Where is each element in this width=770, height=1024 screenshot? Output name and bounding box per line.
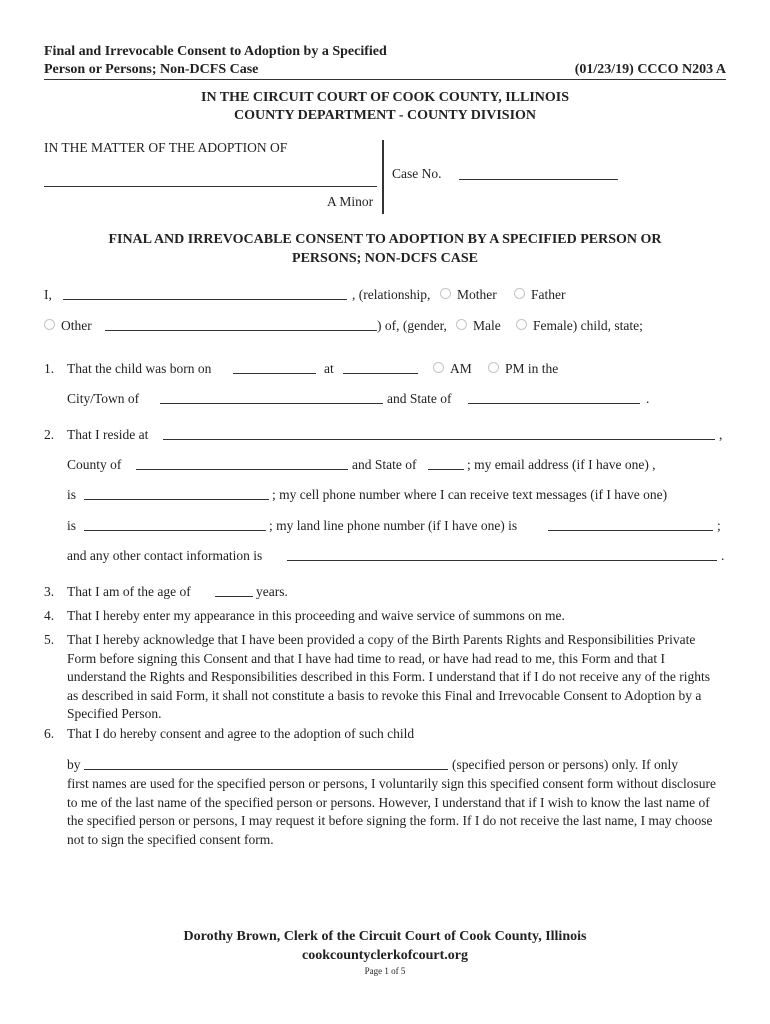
clerk-website[interactable]: cookcountyclerkofcourt.org bbox=[301, 948, 469, 963]
female-radio[interactable] bbox=[516, 319, 527, 330]
gender-label: ) of, (gender, bbox=[377, 318, 447, 333]
specified-persons-label: (specified person or persons) only. If only bbox=[452, 757, 678, 772]
clerk-name: Dorothy Brown, Clerk of the Circuit Court of Cook County, Illinois bbox=[183, 929, 587, 944]
case-no-field[interactable] bbox=[459, 179, 618, 180]
other-label: Other bbox=[61, 318, 92, 333]
male-option[interactable] bbox=[456, 318, 501, 334]
county-label: County of bbox=[67, 457, 122, 472]
minor-name-field[interactable] bbox=[44, 186, 377, 187]
header-rule bbox=[44, 79, 726, 80]
address-comma: , bbox=[719, 427, 723, 442]
form-title-line2: PERSONS; NON-DCFS CASE bbox=[292, 251, 478, 266]
birth-city-field[interactable] bbox=[160, 403, 383, 404]
cell-phone-label: ; my cell phone number where I can receive text messages (if I have one) bbox=[272, 487, 668, 502]
mother-option[interactable] bbox=[440, 287, 497, 303]
female-option[interactable] bbox=[516, 318, 643, 334]
is-label-2: is bbox=[67, 518, 77, 533]
court-name: IN THE CIRCUIT COURT OF COOK COUNTY, ILLINOIS bbox=[201, 90, 569, 105]
mother-label: Mother bbox=[457, 287, 497, 302]
other-radio[interactable] bbox=[44, 319, 55, 330]
city-town-label: City/Town of bbox=[67, 391, 140, 406]
father-option[interactable] bbox=[514, 287, 566, 303]
item-4-number: 4. bbox=[44, 608, 55, 623]
cell-phone-field[interactable] bbox=[84, 530, 266, 531]
reside-at-label: That I reside at bbox=[67, 427, 149, 442]
relationship-label: , (relationship, bbox=[352, 287, 431, 302]
pm-option[interactable] bbox=[488, 361, 558, 377]
birth-state-label: and State of bbox=[387, 391, 452, 406]
other-relationship-field[interactable] bbox=[105, 330, 377, 331]
item-6-number: 6. bbox=[44, 726, 55, 741]
birth-time-field[interactable] bbox=[343, 373, 418, 374]
consent-disclosure-text: first names are used for the specified person or persons, I voluntarily sign this specified consent form without disclosure to me of the last name of the specified person or persons. However, I understand that if I wish to know the last name of the specified person or persons, I may request it before signing the form. If I do not receive the last name, I may choose not to sign the specified consent form. bbox=[67, 776, 716, 847]
birth-period: . bbox=[646, 391, 650, 406]
age-field[interactable] bbox=[215, 596, 253, 597]
item-3-number: 3. bbox=[44, 584, 55, 599]
form-short-title-line2: Person or Persons; Non-DCFS Case bbox=[44, 62, 259, 77]
mother-radio[interactable] bbox=[440, 288, 451, 299]
form-code: (01/23/19) CCCO N203 A bbox=[574, 62, 726, 77]
am-label: AM bbox=[450, 361, 472, 376]
at-label: at bbox=[324, 361, 334, 376]
other-contact-period: . bbox=[721, 548, 725, 563]
caption-divider bbox=[382, 140, 384, 214]
by-label: by bbox=[67, 757, 81, 772]
acknowledgment-text: That I hereby acknowledge that I have been provided a copy of the Birth Parents Rights and Responsibilities Private Form before signing this Consent and that I have had time to read, or have had read to me, this Form and that I understand the Rights and Responsibilities described in this Form. I understand that if I do not receive any of the rights as described in said Form, it shall not constitute a basis to revoke this Final and Irrevocable Consent to Adoption by a Specified Person. bbox=[67, 632, 711, 721]
residence-state-label: and State of bbox=[352, 457, 417, 472]
page-number: Page 1 of 5 bbox=[364, 966, 406, 976]
email-label: ; my email address (if I have one) , bbox=[467, 457, 656, 472]
minor-label: A Minor bbox=[327, 194, 374, 209]
father-label: Father bbox=[531, 287, 566, 302]
item-2-number: 2. bbox=[44, 427, 55, 442]
consent-text: That I do hereby consent and agree to the adoption of such child bbox=[67, 726, 415, 741]
form-title-line1: FINAL AND IRREVOCABLE CONSENT TO ADOPTION BY A SPECIFIED PERSON OR bbox=[108, 232, 662, 247]
pm-label: PM in the bbox=[505, 361, 559, 376]
pm-radio[interactable] bbox=[488, 362, 499, 373]
court-department: COUNTY DEPARTMENT - COUNTY DIVISION bbox=[233, 108, 537, 123]
age-label: That I am of the age of bbox=[67, 584, 191, 599]
other-contact-field[interactable] bbox=[287, 560, 717, 561]
years-label: years. bbox=[256, 584, 288, 599]
birth-date-field[interactable] bbox=[233, 373, 316, 374]
landline-semicolon: ; bbox=[717, 518, 721, 533]
name-field[interactable] bbox=[63, 299, 347, 300]
landline-field[interactable] bbox=[548, 530, 713, 531]
specified-persons-field[interactable] bbox=[84, 769, 448, 770]
birth-state-field[interactable] bbox=[468, 403, 640, 404]
item-1-number: 1. bbox=[44, 361, 55, 376]
is-label-1: is bbox=[67, 487, 77, 502]
other-option[interactable] bbox=[44, 318, 92, 334]
email-field[interactable] bbox=[84, 499, 269, 500]
landline-label: ; my land line phone number (if I have one) is bbox=[269, 518, 518, 533]
county-field[interactable] bbox=[136, 469, 348, 470]
am-option[interactable] bbox=[433, 361, 472, 377]
other-contact-label: and any other contact information is bbox=[67, 548, 263, 563]
male-radio[interactable] bbox=[456, 319, 467, 330]
item-5-number: 5. bbox=[44, 632, 55, 647]
case-no-label: Case No. bbox=[392, 166, 442, 181]
appearance-text: That I hereby enter my appearance in this proceeding and waive service of summons on me. bbox=[67, 608, 565, 623]
born-on-label: That the child was born on bbox=[67, 361, 212, 376]
male-label: Male bbox=[473, 318, 501, 333]
am-radio[interactable] bbox=[433, 362, 444, 373]
i-label: I, bbox=[44, 287, 52, 302]
father-radio[interactable] bbox=[514, 288, 525, 299]
address-field[interactable] bbox=[163, 439, 715, 440]
residence-state-field[interactable] bbox=[428, 469, 464, 470]
matter-label: IN THE MATTER OF THE ADOPTION OF bbox=[44, 140, 288, 155]
female-label: Female) child, state; bbox=[533, 318, 643, 333]
form-short-title-line1: Final and Irrevocable Consent to Adoption by a Specified bbox=[44, 44, 387, 59]
